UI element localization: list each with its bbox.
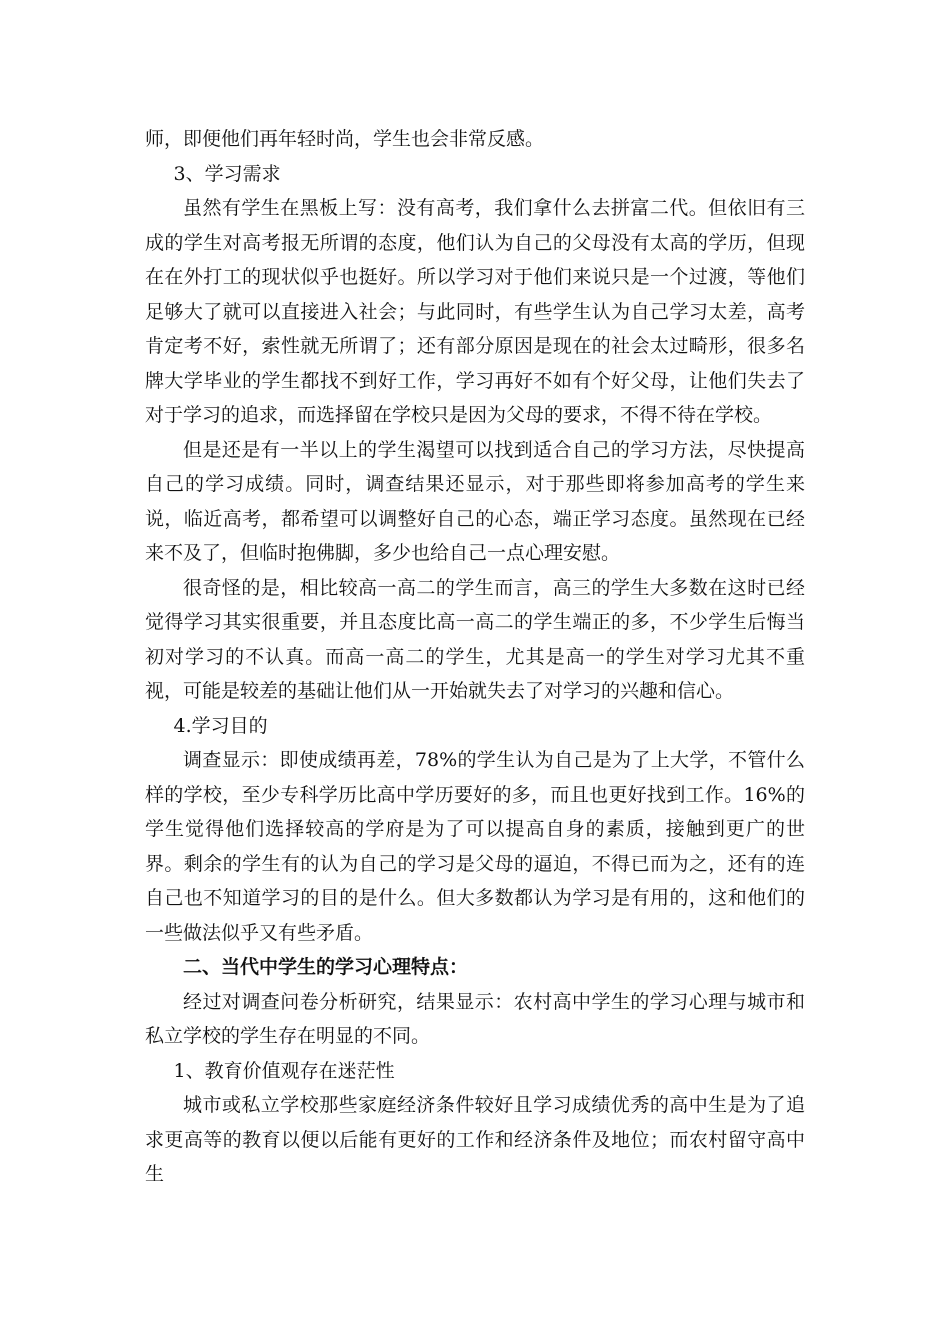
- document-page: [145, 122, 805, 1192]
- paragraph-survey-analysis: 经过对调查问卷分析研究，结果显示：农村高中学生的学习心理与城市和私立学校的学生存在明显的不同。: [145, 990, 805, 1047]
- section-heading-learning-needs: 3、学习需求: [173, 162, 281, 185]
- section-heading-education-values: 1、教育价值观存在迷茫性: [173, 1059, 395, 1082]
- paragraph-continuation: 师，即便他们再年轻时尚，学生也会非常反感。: [145, 128, 545, 150]
- paragraph-education-values: 城市或私立学校那些家庭经济条件较好且学习成绩优秀的高中生是为了追求更高等的教育以便以后能有更好的工作和经济条件及地位；而农村留守高中生: [145, 1094, 805, 1185]
- paragraph-learning-needs: 虽然有学生在黑板上写：没有高考，我们拿什么去拼富二代。但依旧有三成的学生对高考报无所谓的态度，他们认为自己的父母没有太高的学历，但现在在外打工的现状似乎也挺好。所以学习对于他们来说只是一个过渡，等他们足够大了就可以直接进入社会；与此同时，有些学生认为自己学习太差，高考肯定考不好，索性就无所谓了；还有部分原因是现在的社会太过畸形，很多名牌大学毕业的学生都找不到好工作，学习再好不如有个好父母，让他们失去了对于学习的追求，而选择留在学校只是因为父母的要求，不得不待在学校。: [145, 197, 805, 426]
- chapter-heading-psychology: 二、当代中学生的学习心理特点：: [183, 956, 469, 978]
- paragraph-grade-comparison: 很奇怪的是，相比较高一高二的学生而言，高三的学生大多数在这时已经觉得学习其实很重要，并且态度比高一高二的学生端正的多，不少学生后悔当初对学习的不认真。而高一高二的学生，尤其是高一的学生对学习尤其不重视，可能是较差的基础让他们从一开始就失去了对学习的兴趣和信心。: [145, 576, 805, 702]
- paragraph-learning-methods: 但是还是有一半以上的学生渴望可以找到适合自己的学习方法，尽快提高自己的学习成绩。同时，调查结果还显示，对于那些即将参加高考的学生来说，临近高考，都希望可以调整好自己的心态，端正学习态度。虽然现在已经来不及了，但临时抱佛脚，多少也给自己一点心理安慰。: [145, 438, 805, 564]
- section-heading-learning-purpose: 4.学习目的: [173, 714, 268, 737]
- paragraph-survey-results: 调查显示：即使成绩再差，78%的学生认为自己是为了上大学，不管什么样的学校，至少专科学历比高中学历要好的多，而且也更好找到工作。16%的学生觉得他们选择较高的学府是为了可以提高自身的素质，接触到更广的世界。剩余的学生有的认为自己的学习是父母的逼迫，不得已而为之，还有的连自己也不知道学习的目的是什么。但大多数都认为学习是有用的，这和他们的一些做法似乎又有些矛盾。: [145, 749, 805, 944]
